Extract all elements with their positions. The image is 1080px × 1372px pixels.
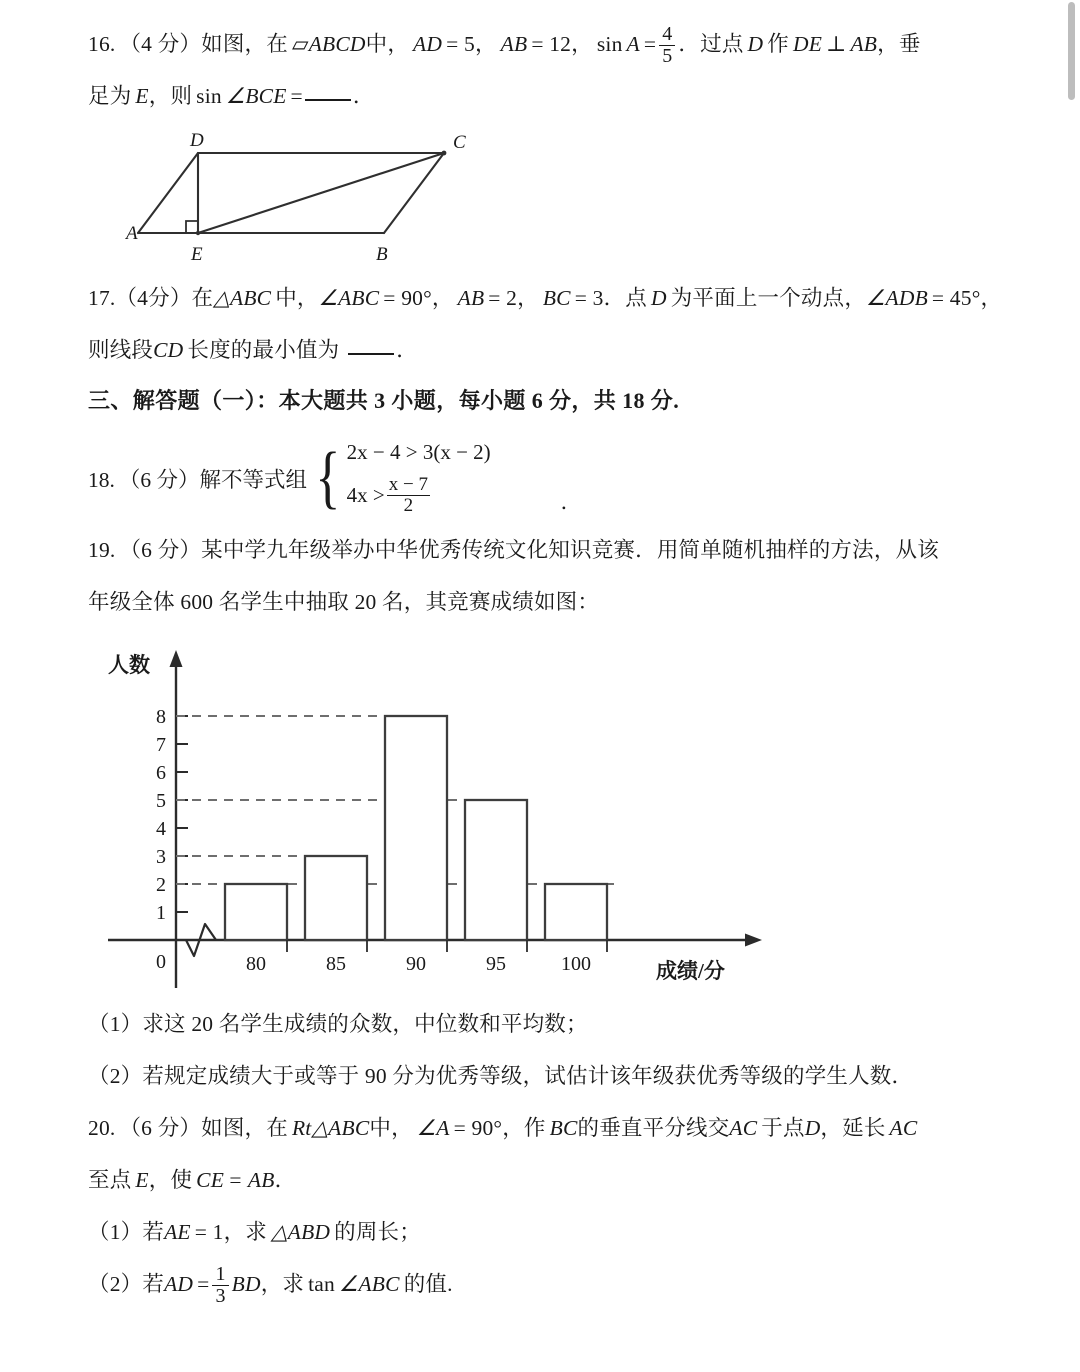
q18-inequality-system	[347, 440, 491, 515]
q20-point-e: E	[135, 1168, 149, 1192]
scrollbar-thumb[interactable]	[1068, 2, 1075, 100]
bar-80	[225, 884, 287, 940]
q18-ineq2-left: 4x >	[346, 482, 385, 507]
question-20-sub-2	[88, 1258, 1040, 1310]
q18-ineq2-numerator: x − 7	[388, 473, 428, 495]
question-16-line-1: 16. （4 分）如图，在 ▱ABCD中， AD = 5， AB = 12， sin A = $\frac{4}{5}$ ．过点 D 作 DE ⊥ AB，垂	[88, 22, 921, 67]
segment-bc	[384, 153, 444, 233]
q16-line2-sin: sin	[196, 84, 222, 108]
y-axis-ticks	[176, 716, 188, 912]
q20-point-d: D	[804, 1116, 821, 1140]
q16-abcd: ABCD	[308, 32, 366, 56]
q20-text-d: 的垂直平分线交	[577, 1116, 730, 1140]
q17-line2-end: ．	[396, 338, 418, 362]
q20-angle-a-value: = 90°	[453, 1116, 503, 1140]
svg-text:4: 4	[156, 818, 166, 840]
q17-text-b: 中，	[275, 286, 319, 310]
q16-angle-bce: ∠BCE	[225, 84, 287, 108]
diagram-label-c: C	[453, 132, 466, 153]
q16-perp-symbol: ⊥	[826, 32, 847, 56]
x-tick-label-1: 85	[326, 953, 346, 975]
q16-fraction-denominator: 5	[659, 45, 675, 67]
q20-text-a: 如图，在	[201, 1116, 288, 1140]
score-histogram-svg	[98, 640, 798, 992]
q16-sin: sin	[596, 32, 623, 56]
q20-sub1-triangle: △ABD	[271, 1220, 331, 1244]
question-20	[88, 1102, 1040, 1310]
q17-triangle-abc: △ABC	[213, 286, 272, 310]
q16-ad-value: = 5	[446, 32, 475, 56]
vertex-dot-c	[442, 151, 447, 156]
x-tick-label-4: 100	[561, 953, 591, 975]
q17-text-a: 在	[191, 286, 214, 310]
q16-de: DE	[792, 32, 823, 56]
q17-text-f: 为平面上一个动点，	[670, 286, 867, 310]
q20-sub2-ad: AD	[164, 1272, 194, 1296]
q18-inequality-2	[347, 475, 491, 516]
histogram-bars	[225, 716, 607, 940]
question-16-line-2	[88, 70, 1040, 122]
q16-text-c: ，	[474, 32, 497, 56]
q16-equals: =	[643, 32, 657, 56]
x-tick-label-2: 90	[406, 953, 426, 975]
q18-ineq2-denominator: 2	[387, 495, 430, 516]
svg-text:1: 1	[156, 902, 166, 924]
scrollbar-track[interactable]	[1065, 0, 1080, 1372]
system-brace: {	[315, 439, 341, 516]
question-20-line-2	[88, 1154, 1040, 1206]
question-20-line-1: 20. （6 分）如图，在 Rt△ABC中， ∠A = 90°，作 BC的垂直平分线交AC 于点D，延长 AC	[88, 1116, 918, 1140]
q20-sub2-fraction-numerator: 1	[215, 1262, 226, 1285]
q20-line2-b: ，使	[148, 1168, 193, 1192]
q16-text-g: ，垂	[877, 32, 921, 56]
y-axis-arrow	[170, 650, 183, 667]
q20-sub2-fraction-denominator: 3	[212, 1285, 228, 1307]
q16-line2-a: 足为	[88, 84, 132, 108]
diagram-label-a: A	[126, 223, 138, 244]
q16-text-a: 如图，在	[201, 32, 288, 56]
q20-sub2-tan: tan	[308, 1272, 335, 1296]
q16-line2-end: ．	[352, 84, 375, 108]
q17-ab-value: = 2	[488, 286, 518, 310]
q17-bc: BC	[542, 286, 571, 310]
question-19-sub-2: （2）若规定成绩大于或等于 90 分为优秀等级，试估计该年级获优秀等级的学生人数．	[88, 1064, 914, 1088]
q16-number: 16	[88, 32, 110, 56]
q20-marks: （6 分）	[119, 1116, 202, 1140]
svg-text:7: 7	[156, 734, 166, 756]
question-19-histogram	[98, 640, 798, 992]
q20-angle-a: ∠A	[416, 1116, 450, 1140]
svg-text:6: 6	[156, 762, 166, 784]
q17-cd: CD	[153, 338, 184, 362]
q17-line2-a: 则线段	[88, 338, 154, 362]
q17-angle-abc-value: = 90°	[383, 286, 432, 310]
question-19-line-1: 19. （6 分）某中学九年级举办中华优秀传统文化知识竞赛．用简单随机抽样的方法，从该	[88, 538, 939, 562]
q17-answer-blank[interactable]	[348, 352, 394, 355]
q18-lead-text: 解不等式组	[199, 467, 308, 492]
q18-number: 18	[88, 467, 110, 492]
q20-sub2-bd: BD	[231, 1272, 261, 1296]
question-17-line-1: 17.（4分）在△ABC 中，∠ABC = 90°， AB = 2， BC = 3．点 D 为平面上一个动点，∠ADB = 45°，	[88, 286, 1003, 310]
q20-text-c: ，作	[502, 1116, 546, 1140]
q20-sub1-c: 的周长；	[334, 1220, 421, 1244]
q17-text-g: ，	[980, 286, 1003, 310]
q16-point-d: D	[747, 32, 764, 56]
diagram-label-e: E	[191, 244, 203, 265]
right-angle-mark-at-e	[186, 221, 198, 233]
question-18	[88, 432, 1040, 524]
q20-sub2-b: ，求	[260, 1272, 305, 1296]
q16-fraction	[659, 24, 675, 67]
q18-inequality-1: 2x − 4 > 3(x − 2)	[346, 440, 491, 465]
q19-marks: （6 分）	[119, 538, 202, 562]
bar-85	[305, 856, 367, 940]
page-content	[88, 18, 1040, 1310]
q16-line2-equals: =	[290, 84, 303, 108]
q20-text-b: 中，	[369, 1116, 413, 1140]
q16-ad: AD	[413, 32, 443, 56]
q16-ab-value: = 12	[531, 32, 572, 56]
x-axis-title: 成绩/分	[656, 959, 725, 983]
q20-sub1-a: （1）若	[88, 1220, 165, 1244]
x-axis-ticks	[287, 940, 607, 952]
question-18-row	[88, 432, 1040, 524]
question-19	[88, 524, 1040, 1102]
q17-line2-b: 长度的最小值为	[187, 338, 340, 362]
q16-line2-b: ，则	[148, 84, 193, 108]
q16-ab-2: AB	[850, 32, 878, 56]
bar-95	[465, 800, 527, 940]
x-tick-labels	[246, 953, 591, 975]
svg-text:2: 2	[156, 874, 166, 896]
diagram-label-d: D	[190, 130, 204, 151]
q17-angle-adb: ∠ADB	[866, 286, 928, 310]
vertex-dot-e	[196, 231, 200, 235]
bar-100	[545, 884, 607, 940]
q18-trailing-dot: ．	[560, 490, 582, 514]
q20-sub2-a: （2）若	[88, 1272, 165, 1296]
q20-sub2-fraction	[212, 1264, 228, 1307]
svg-text:3: 3	[156, 846, 166, 868]
question-19-sub-1: （1）求这 20 名学生成绩的众数，中位数和平均数；	[88, 1012, 588, 1036]
q20-line2-end: ．	[274, 1168, 297, 1192]
q17-angle-abc: ∠ABC	[318, 286, 380, 310]
q17-text-d: ，	[517, 286, 539, 310]
x-tick-label-3: 95	[486, 953, 506, 975]
question-17	[88, 272, 1040, 376]
y-tick-labels	[156, 706, 166, 924]
q18-marks: （6 分）	[118, 467, 200, 492]
origin-label: 0	[156, 951, 166, 973]
q16-text-b: 中，	[365, 32, 410, 56]
q17-text-e: ．点	[603, 286, 647, 310]
q16-answer-blank[interactable]	[305, 98, 351, 101]
section-3-heading: 三、解答题（一）：本大题共 3 小题，每小题 6 分，共 18 分.	[88, 388, 680, 413]
y-axis-title: 人数	[108, 653, 150, 677]
question-16	[88, 18, 1040, 268]
q19-number: 19	[88, 538, 110, 562]
q20-ce: CE	[196, 1168, 225, 1192]
q20-sub2-c: 的值.	[403, 1272, 453, 1296]
q20-bc: BC	[549, 1116, 578, 1140]
x-tick-label-0: 80	[246, 953, 266, 975]
q20-line2-a: 至点	[88, 1168, 132, 1192]
question-17-line-2	[88, 324, 1040, 376]
q18-lead: 18. （6 分）解不等式组	[88, 467, 308, 492]
question-20-sub-1	[88, 1206, 1040, 1258]
q16-point-e: E	[135, 84, 149, 108]
q20-sub2-equals: =	[197, 1272, 210, 1296]
q20-ac: AC	[729, 1116, 758, 1140]
q20-text-f: ，延长	[820, 1116, 886, 1140]
q16-marks: （4 分）	[119, 32, 202, 56]
parallelogram-figure-svg	[108, 128, 538, 268]
question-16-diagram	[108, 128, 538, 268]
question-19-line-2: 年级全体 600 名学生中抽取 20 名，其竞赛成绩如图：	[88, 590, 600, 614]
q19-text-line1: 某中学九年级举办中华优秀传统文化知识竞赛．用简单随机抽样的方法，从该	[201, 538, 939, 562]
segment-ec	[198, 153, 444, 233]
q16-text-e: ．过点	[678, 32, 744, 56]
q16-ab: AB	[500, 32, 528, 56]
q16-parallelogram-symbol: ▱	[291, 32, 309, 56]
q16-fraction-numerator: 4	[662, 22, 673, 45]
svg-text:5: 5	[156, 790, 166, 812]
q16-text-f: 作	[767, 32, 789, 56]
q17-angle-adb-value: = 45°	[931, 286, 981, 310]
q16-angle-a: A	[626, 32, 640, 56]
q17-text-c: ，	[431, 286, 454, 310]
q20-sub1-ae-value: = 1	[194, 1220, 224, 1244]
q17-point-d: D	[650, 286, 667, 310]
q17-number: 17	[88, 286, 110, 310]
q18-ineq2-fraction	[387, 475, 430, 516]
q20-rt-triangle: Rt△ABC	[291, 1116, 370, 1140]
q20-text-e: 于点	[761, 1116, 805, 1140]
x-axis-arrow	[745, 934, 762, 947]
q20-ce-value: = AB	[228, 1168, 275, 1192]
q17-marks: （4分）	[115, 286, 192, 310]
q20-sub1-ae: AE	[164, 1220, 191, 1244]
q17-bc-value: = 3	[574, 286, 604, 310]
bar-90	[385, 716, 447, 940]
diagram-label-b: B	[376, 244, 388, 265]
q20-sub1-b: ，求	[223, 1220, 267, 1244]
q16-text-d: ，	[571, 32, 593, 56]
svg-text:8: 8	[156, 706, 166, 728]
q20-ac-2: AC	[889, 1116, 918, 1140]
q20-number: 20	[88, 1116, 110, 1140]
q20-sub2-angle: ∠ABC	[339, 1272, 400, 1296]
q17-ab: AB	[457, 286, 485, 310]
